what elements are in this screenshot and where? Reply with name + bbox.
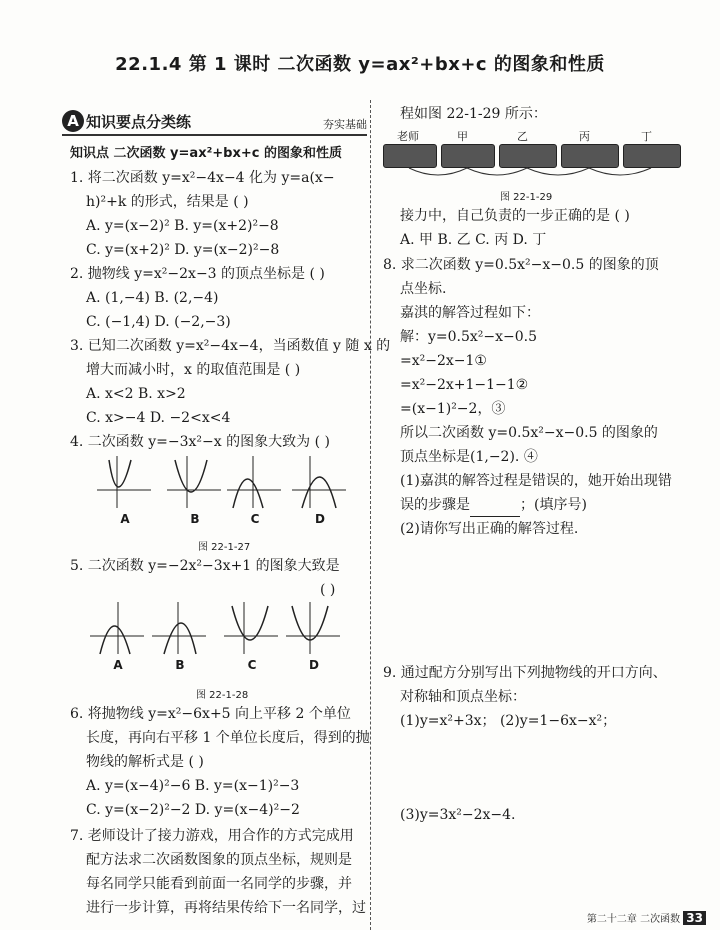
q3-line-1: 3. 已知二次函数 y=x²−4x−4，当函数值 y 随 x 的: [70, 338, 391, 354]
q8-conclusion-1: 所以二次函数 y=0.5x²−x−0.5 的图象的: [400, 425, 658, 441]
q1-options-ab: A. y=(x−2)² B. y=(x+2)²−8: [86, 218, 279, 234]
q8-line-1: 8. 求二次函数 y=0.5x²−x−0.5 的图象的顶: [383, 257, 659, 273]
q5-line-1: 5. 二次函数 y=−2x²−3x+1 的图象大致是: [70, 558, 340, 574]
q5-graph-c: [222, 598, 282, 658]
q4-label-b: B: [190, 512, 200, 526]
q7-question: 接力中，自己负责的一步正确的是 ( ): [400, 208, 630, 224]
q9-line-1: 9. 通过配方分别写出下列抛物线的开口方向、: [383, 665, 667, 681]
relay-box-bing: [561, 144, 619, 168]
q4-graph-a: [95, 452, 155, 512]
section-badge: A: [62, 110, 84, 132]
q4-graph-d: [290, 452, 350, 512]
q5-label-a: A: [113, 658, 123, 672]
q4-caption: 图 22-1-27: [198, 542, 251, 553]
q8-part2: (2)请你写出正确的解答过程.: [400, 521, 579, 537]
q9-line-2: 对称轴和顶点坐标：: [400, 689, 526, 705]
relay-name-teacher: 老师: [397, 130, 419, 143]
q8-intro: 嘉淇的解答过程如下：: [400, 305, 540, 321]
q7-line-3: 每名同学只能看到前面一名同学的步骤，并: [86, 876, 352, 892]
q5-graph-b: [150, 598, 210, 658]
relay-box-teacher: [383, 144, 437, 168]
q6-line-3: 物线的解析式是 ( ): [86, 754, 204, 770]
q2-line: 2. 抛物线 y=x²−2x−3 的顶点坐标是 ( ): [70, 266, 325, 282]
q8-step-1: =x²−2x−1①: [400, 353, 487, 369]
q7-options: A. 甲 B. 乙 C. 丙 D. 丁: [400, 232, 547, 248]
q2-options-cd: C. (−1,4) D. (−2,−3): [86, 314, 231, 330]
relay-caption: 图 22-1-29: [500, 192, 553, 203]
q9-item-3: (3)y=3x²−2x−4.: [400, 807, 516, 823]
relay-name-yi: 乙: [517, 130, 528, 143]
q5-graph-a: [88, 598, 148, 658]
relay-arrows: [383, 166, 679, 182]
relay-box-ding: [623, 144, 681, 168]
q8-blank-before: 误的步骤是: [400, 497, 470, 513]
relay-name-ding: 丁: [641, 130, 652, 143]
knowledge-point: 知识点 二次函数 y=ax²+bx+c 的图象和性质: [70, 146, 342, 161]
q6-options-ab: A. y=(x−4)²−6 B. y=(x−1)²−3: [86, 778, 300, 794]
q5-label-c: C: [247, 658, 257, 672]
relay-intro: 程如图 22-1-29 所示：: [400, 106, 547, 122]
q7-line-2: 配方法求二次函数图象的顶点坐标，规则是: [86, 852, 352, 868]
q1-line-2: h)²+k 的形式，结果是 ( ): [86, 194, 249, 210]
q4-graph-b: [165, 452, 225, 512]
q4-line: 4. 二次函数 y=−3x²−x 的图象大致为 ( ): [70, 434, 330, 450]
relay-name-bing: 丙: [579, 130, 590, 143]
column-divider: [370, 100, 371, 930]
section-header: [62, 110, 367, 136]
page-footer: [587, 910, 706, 925]
q8-part1-line1: (1)嘉淇的解答过程是错误的，她开始出现错: [400, 473, 672, 489]
q1-options-cd: C. y=(x+2)² D. y=(x−2)²−8: [86, 242, 280, 258]
q4-label-a: A: [120, 512, 130, 526]
q2-options-ab: A. (1,−4) B. (2,−4): [86, 290, 219, 306]
q8-step-2: =x²−2x+1−1−1②: [400, 377, 529, 393]
q9-items-1-2: (1)y=x²+3x； (2)y=1−6x−x²；: [400, 713, 617, 729]
relay-box-jia: [441, 144, 495, 168]
q8-line-2: 点坐标.: [400, 281, 447, 297]
q5-caption: 图 22-1-28: [196, 690, 249, 701]
page-number: 33: [683, 911, 706, 925]
q8-step-3: =(x−1)²−2，③: [400, 401, 506, 417]
q5-bracket: ( ): [320, 582, 336, 598]
q5-label-d: D: [309, 658, 319, 672]
section-title: 知识要点分类练: [86, 113, 192, 131]
page-title: 22.1.4 第 1 课时 二次函数 y=ax²+bx+c 的图象和性质: [115, 54, 605, 75]
q7-line-1: 7. 老师设计了接力游戏，用合作的方式完成用: [70, 828, 354, 844]
q3-options-ab: A. x<2 B. x>2: [86, 386, 186, 402]
q3-options-cd: C. x>−4 D. −2<x<4: [86, 410, 231, 426]
relay-name-jia: 甲: [457, 130, 468, 143]
q8-blank-after: ；(填序号): [520, 497, 587, 513]
q6-line-1: 6. 将抛物线 y=x²−6x+5 向上平移 2 个单位: [70, 706, 351, 722]
section-subtitle: 夯实基础: [323, 118, 367, 131]
q5-label-b: B: [175, 658, 185, 672]
relay-box-yi: [499, 144, 557, 168]
q8-step-0: 解：y=0.5x²−x−0.5: [400, 329, 538, 345]
q1-line-1: 1. 将二次函数 y=x²−4x−4 化为 y=a(x−: [70, 170, 335, 186]
q7-line-4: 进行一步计算，再将结果传给下一名同学，过: [86, 900, 366, 916]
q8-answer-blank[interactable]: [470, 502, 520, 517]
q8-conclusion-2: 顶点坐标是(1,−2). ④: [400, 449, 538, 465]
footer-chapter: 第二十二章 二次函数: [586, 914, 681, 925]
q8-part1-line2: [400, 493, 587, 517]
q4-label-c: C: [250, 512, 260, 526]
q4-label-d: D: [315, 512, 325, 526]
q6-options-cd: C. y=(x−2)²−2 D. y=(x−4)²−2: [86, 802, 300, 818]
q4-graph-c: [225, 452, 285, 512]
q5-graph-d: [284, 598, 344, 658]
q6-line-2: 长度，再向右平移 1 个单位长度后，得到的抛: [86, 730, 370, 746]
q3-line-2: 增大而减小时，x 的取值范围是 ( ): [86, 362, 301, 378]
